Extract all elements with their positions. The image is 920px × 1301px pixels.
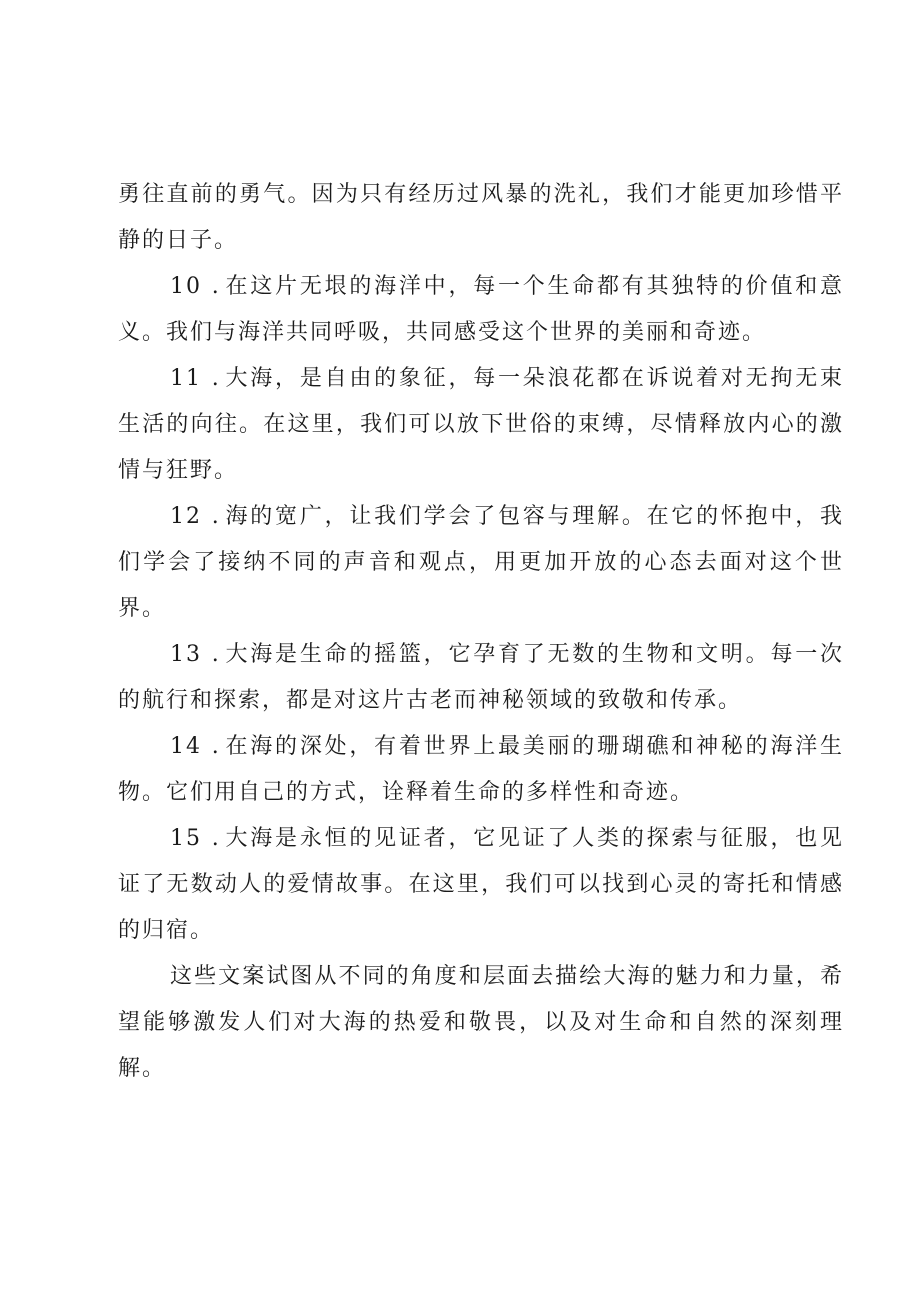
paragraph-text: 大海是生命的摇篮，它孕育了无数的生物和文明。每一次的航行和探索，都是对这片古老而神秘领域的致敬和传承。	[118, 642, 844, 713]
paragraph-number: 15 .	[170, 826, 221, 851]
paragraph-number: 13 .	[170, 642, 221, 667]
document-body	[118, 172, 844, 1092]
paragraph-text: 大海是永恒的见证者，它见证了人类的探索与征服，也见证了无数动人的爱情故事。在这里，我们可以找到心灵的寄托和情感的归宿。	[118, 826, 844, 943]
paragraph-summary	[118, 954, 844, 1092]
paragraph-15	[118, 816, 844, 954]
paragraph-text: 在这片无垠的海洋中，每一个生命都有其独特的价值和意义。我们与海洋共同呼吸，共同感受这个世界的美丽和奇迹。	[118, 274, 844, 345]
paragraph-number: 10 .	[170, 274, 221, 299]
paragraph-text: 这些文案试图从不同的角度和层面去描绘大海的魅力和力量，希望能够激发人们对大海的热爱和敬畏，以及对生命和自然的深刻理解。	[118, 964, 844, 1081]
paragraph-text: 勇往直前的勇气。因为只有经历过风暴的洗礼，我们才能更加珍惜平静的日子。	[118, 182, 844, 253]
paragraph-number: 12 .	[170, 504, 221, 529]
paragraph-14	[118, 724, 844, 816]
paragraph-10	[118, 264, 844, 356]
paragraph-number: 14 .	[170, 734, 221, 759]
paragraph-12	[118, 494, 844, 632]
paragraph-text: 大海，是自由的象征，每一朵浪花都在诉说着对无拘无束生活的向往。在这里，我们可以放下世俗的束缚，尽情释放内心的激情与狂野。	[118, 366, 844, 483]
paragraph-continuation	[118, 172, 844, 264]
paragraph-text: 在海的深处，有着世界上最美丽的珊瑚礁和神秘的海洋生物。它们用自己的方式，诠释着生命的多样性和奇迹。	[118, 734, 844, 805]
paragraph-13	[118, 632, 844, 724]
paragraph-number: 11 .	[170, 366, 221, 391]
paragraph-text: 海的宽广，让我们学会了包容与理解。在它的怀抱中，我们学会了接纳不同的声音和观点，用更加开放的心态去面对这个世界。	[118, 504, 844, 621]
paragraph-11	[118, 356, 844, 494]
